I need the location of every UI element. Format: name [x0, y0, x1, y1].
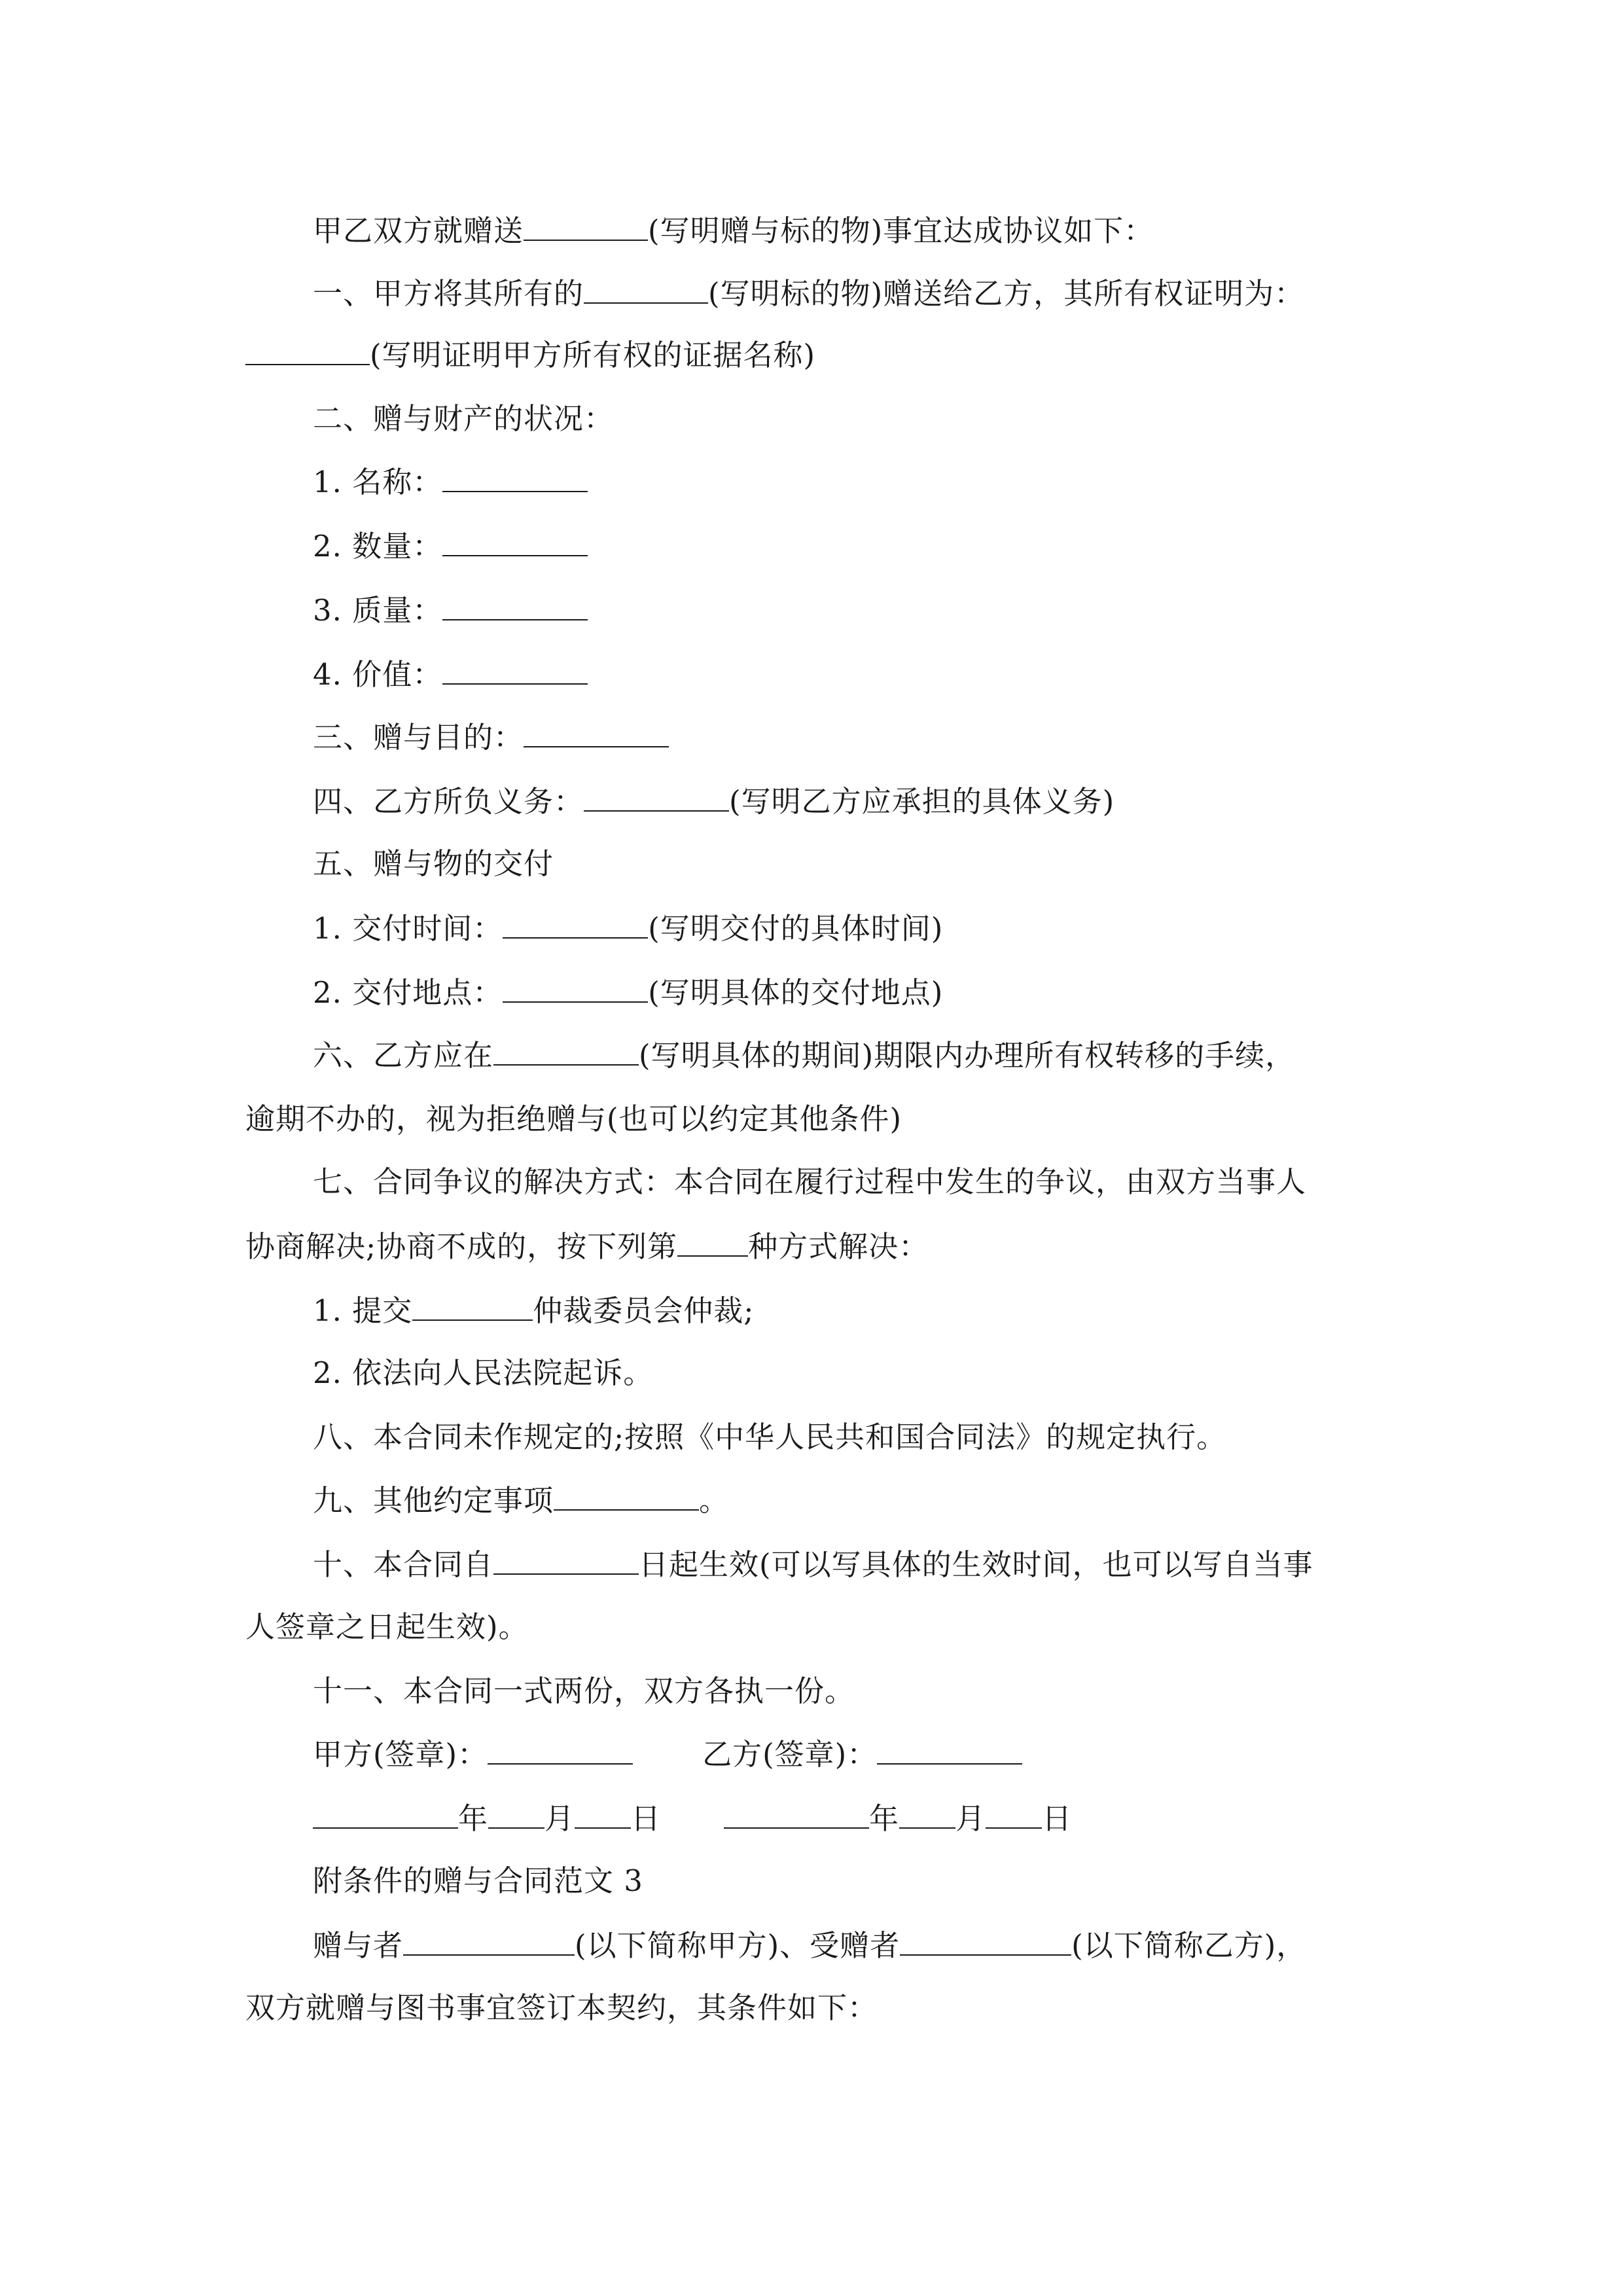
party-a-year-blank[interactable]	[313, 1799, 458, 1829]
gift-item-blank[interactable]	[524, 211, 648, 241]
clause-3-line: 三、赠与目的：	[313, 717, 669, 757]
item-quantity-line: 2. 数量：	[313, 526, 588, 565]
arbitration-committee-blank[interactable]	[412, 1291, 533, 1321]
clause-6-cont: 逾期不办的，视为拒绝赠与(也可以约定其他条件)	[245, 1102, 902, 1136]
quality-blank[interactable]	[442, 590, 588, 620]
clause-11-line: 十一、本合同一式两份，双方各执一份。	[313, 1674, 855, 1708]
clause-10-cont: 人签章之日起生效)。	[245, 1609, 529, 1644]
donee-blank[interactable]	[900, 1926, 1071, 1956]
signature-line	[313, 1734, 1022, 1774]
donor-blank[interactable]	[403, 1926, 575, 1956]
clause-9-line: 九、其他约定事项 。	[313, 1480, 729, 1520]
effective-date-blank[interactable]	[493, 1545, 639, 1575]
date-line: 年 月 日 年 月 日	[313, 1799, 1072, 1838]
party-b-signature-blank[interactable]	[877, 1734, 1022, 1765]
party-a-month-blank[interactable]	[488, 1799, 544, 1829]
clause-1-line: 一、甲方将其所有的 (写明标的物)赠送给乙方，其所有权证明为：	[313, 274, 1304, 313]
subject-blank[interactable]	[584, 274, 708, 304]
section-3-line-2: 双方就赠与图书事宜签订本契约，其条件如下：	[245, 1990, 878, 2025]
delivery-time-line: 1. 交付时间： (写明交付的具体时间)	[313, 908, 943, 948]
party-a-signature-blank[interactable]	[488, 1734, 633, 1765]
clause-1-cont: (写明证明甲方所有权的证据名称)	[245, 335, 815, 374]
clause-4-line: 四、乙方所负义务： (写明乙方应承担的具体义务)	[313, 781, 1115, 821]
item-value-line: 4. 价值：	[313, 655, 588, 694]
party-b-day-blank[interactable]	[986, 1799, 1042, 1829]
arbitration-line: 1. 提交 仲裁委员会仲裁;	[313, 1291, 754, 1330]
clause-7-line: 七、合同争议的解决方式：本合同在履行过程中发生的争议，由双方当事人	[313, 1164, 1307, 1199]
clause-6-line: 六、乙方应在 (写明具体的期间)期限内办理所有权转移的手续，	[313, 1035, 1295, 1075]
other-matters-blank[interactable]	[554, 1480, 699, 1511]
delivery-time-blank[interactable]	[503, 908, 648, 939]
method-number-blank[interactable]	[677, 1227, 748, 1257]
section-3-line-1: 赠与者 (以下简称甲方)、受赠者 (以下简称乙方)，	[313, 1926, 1306, 1965]
section-3-title: 附条件的赠与合同范文 3	[313, 1863, 643, 1898]
ownership-proof-blank[interactable]	[245, 335, 370, 365]
transfer-period-blank[interactable]	[493, 1035, 639, 1066]
clause-10-line: 十、本合同自 日起生效(可以写具体的生效时间，也可以写自当事	[313, 1545, 1313, 1584]
intro-line: 甲乙双方就赠送 (写明赠与标的物)事宜达成协议如下：	[313, 211, 1154, 250]
party-a-day-blank[interactable]	[575, 1799, 631, 1829]
clause-2-heading: 二、赠与财产的状况：	[313, 401, 615, 436]
name-blank[interactable]	[442, 462, 588, 492]
delivery-place-line: 2. 交付地点： (写明具体的交付地点)	[313, 973, 943, 1012]
delivery-place-blank[interactable]	[503, 973, 648, 1003]
party-b-signature-label: 乙方(签章)：	[702, 1737, 878, 1772]
value-blank[interactable]	[442, 655, 588, 685]
party-b-month-blank[interactable]	[899, 1799, 955, 1829]
quantity-blank[interactable]	[442, 526, 588, 556]
court-line: 2. 依法向人民法院起诉。	[313, 1355, 654, 1390]
party-a-signature-label: 甲方(签章)：	[313, 1737, 488, 1772]
purpose-blank[interactable]	[524, 717, 669, 747]
obligation-blank[interactable]	[584, 781, 729, 812]
item-name-line: 1. 名称：	[313, 462, 588, 501]
item-quality-line: 3. 质量：	[313, 590, 588, 630]
party-b-year-blank[interactable]	[724, 1799, 869, 1829]
clause-5-heading: 五、赠与物的交付	[313, 846, 554, 881]
clause-7-cont: 协商解决;协商不成的，按下列第 种方式解决：	[245, 1227, 929, 1266]
clause-8-line: 八、本合同未作规定的;按照《中华人民共和国合同法》的规定执行。	[313, 1420, 1227, 1454]
